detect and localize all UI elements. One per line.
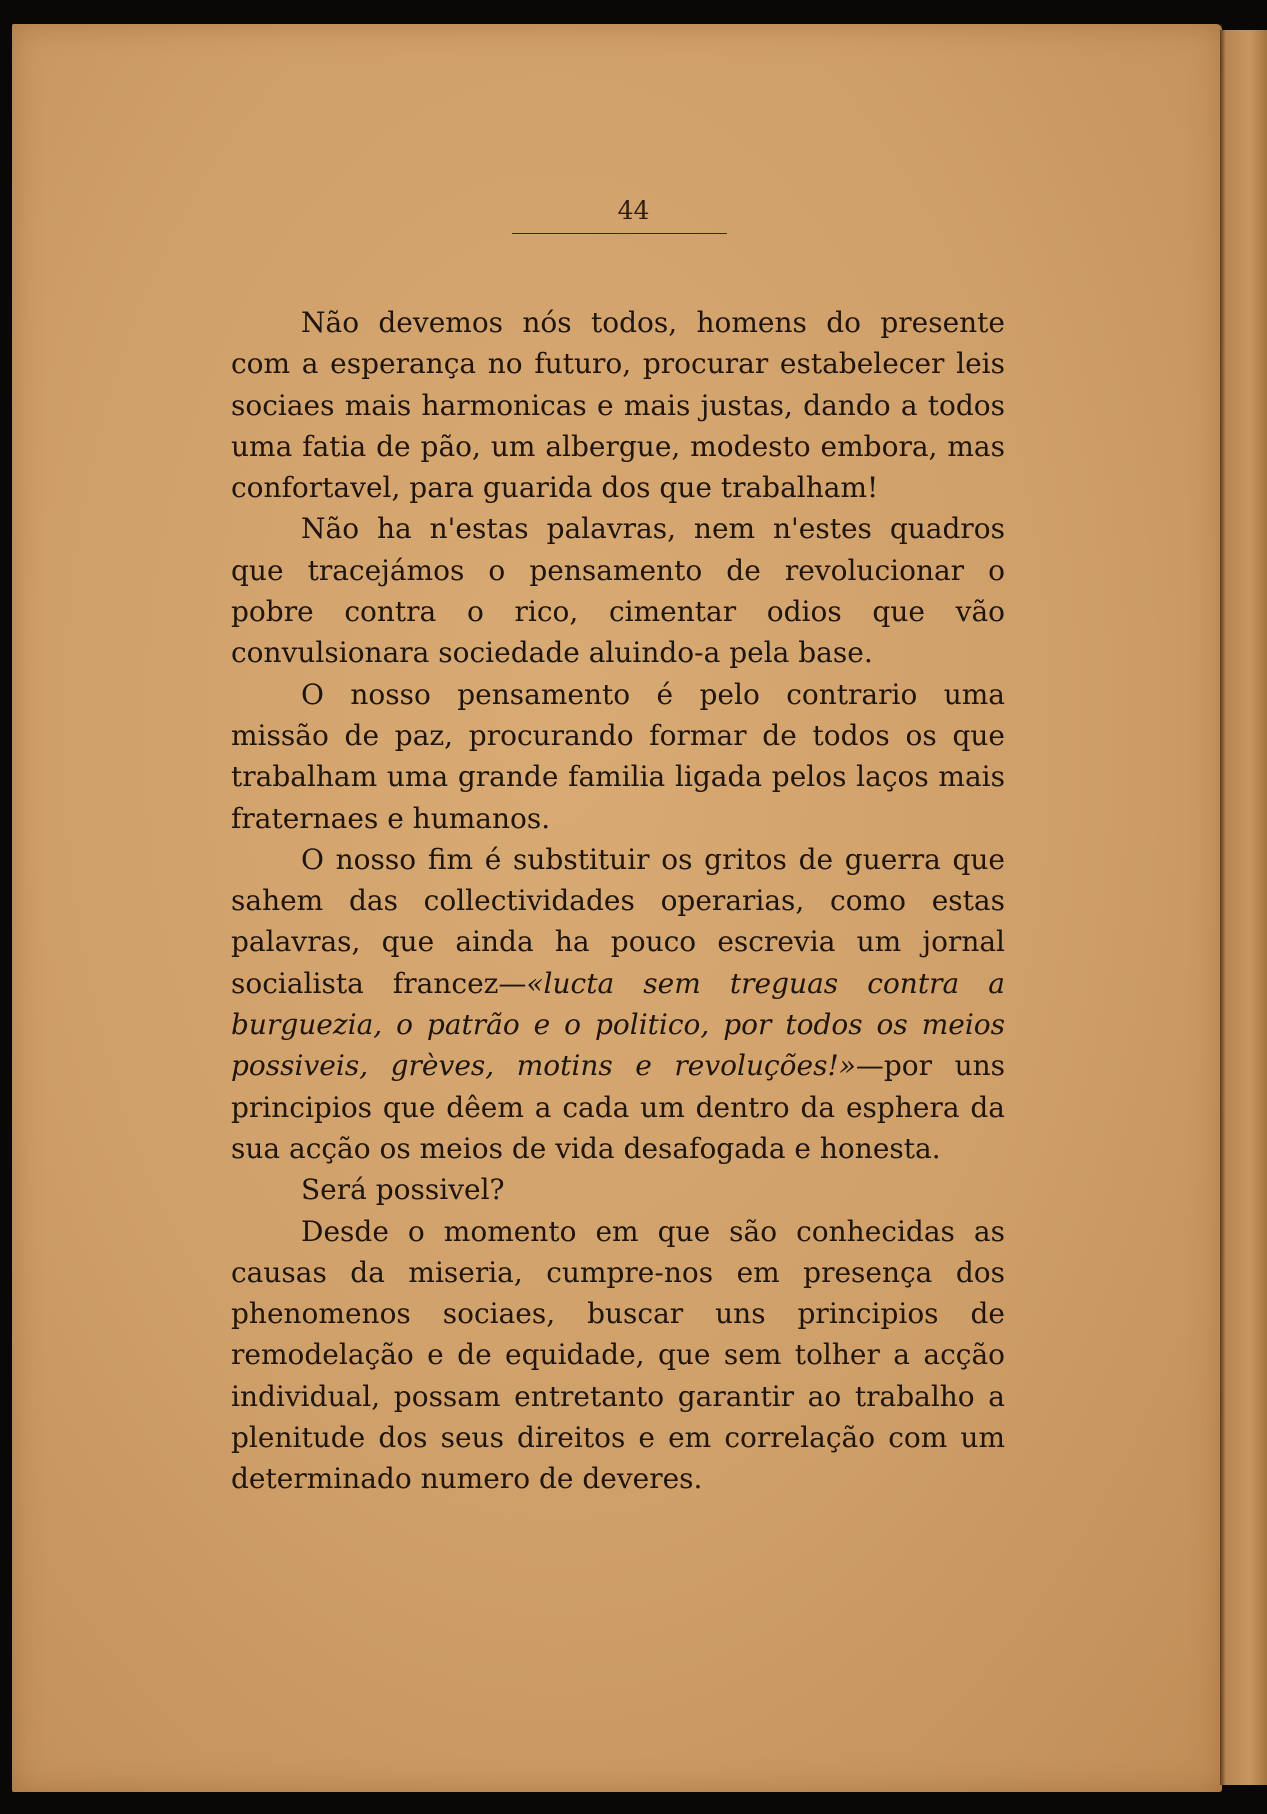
paragraph-3: O nosso pensamento é pelo contrario uma missão de paz, procurando formar de todos os que trabalham uma grande familia ligada pelos laços mais fraternaes e humanos. [231, 677, 1005, 835]
paragraph-5: Será possivel? [301, 1173, 505, 1207]
paragraph-6: Desde o momento em que são conhecidas as causas da miseria, cumpre-nos em presença dos phenomenos sociaes, buscar uns principios de remodelação e de equidade, que sem tolher a acção individual, possam entretanto garantir ao trabalho a plenitude dos seus direitos e em correlação com um determinado numero de deveres. [231, 1214, 1005, 1496]
page-edge [1220, 30, 1267, 1785]
paragraph-4-after: —por uns principios que dêem a cada um dentro da esphera da sua acção os meios de vida desafogada e honesta. [231, 1049, 1005, 1165]
header-rule [512, 233, 727, 234]
body-text [231, 302, 1005, 1500]
paragraph-4 [231, 839, 1005, 1169]
paragraph-4-quote: «lucta sem treguas contra a burguezia, o patrão e o politico, por todos os meios possiveis, grèves, motins e revoluções!» [231, 966, 1005, 1083]
paragraph-4-before: O nosso fim é substituir os gritos de guerra que sahem das collectividades operarias, como estas palavras, que ainda ha pouco escrevia um jornal socialista francez— [231, 842, 1005, 1000]
paragraph-1: Não devemos nós todos, homens do presente com a esperança no futuro, procurar estabelecer leis sociaes mais harmonicas e mais justas, dando a todos uma fatia de pão, um albergue, modesto embora, mas confortavel, para guarida dos que trabalham! [231, 306, 1005, 505]
paragraph-2: Não ha n'estas palavras, nem n'estes quadros que tracejámos o pensamento de revolucionar o pobre contra o rico, cimentar odios que vão convulsionara sociedade aluindo-a pela base. [231, 512, 1005, 670]
page-number: 44 [617, 196, 650, 225]
